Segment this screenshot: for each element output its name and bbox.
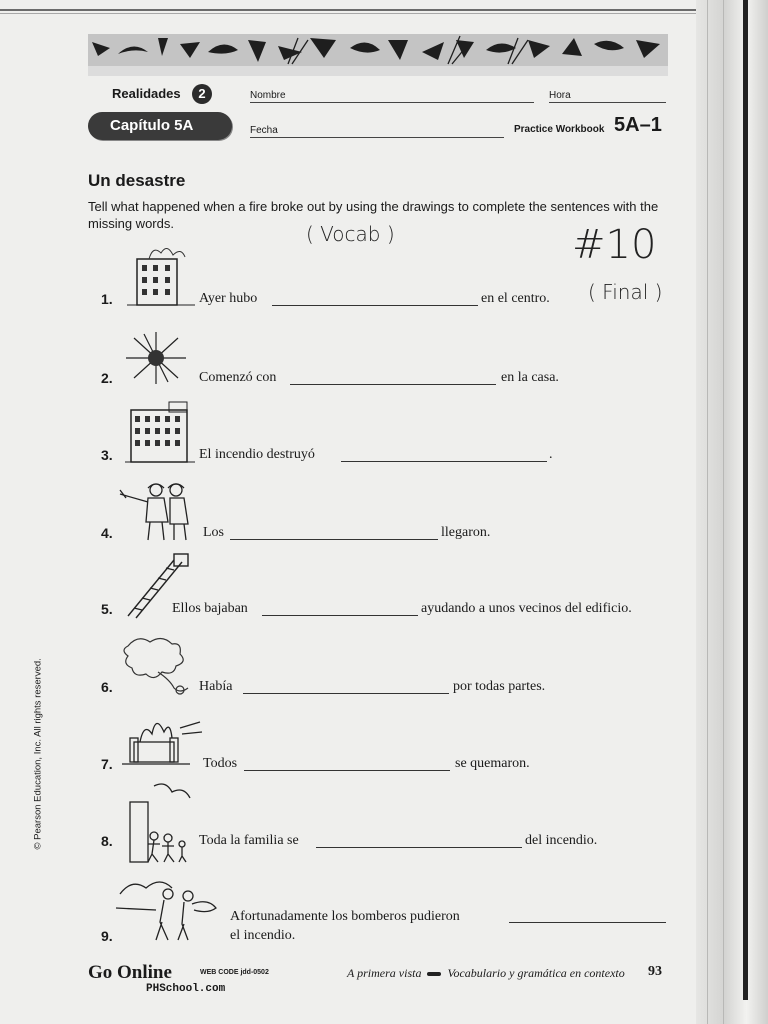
item-1-text-after: en el centro.: [481, 291, 550, 306]
item-7-text-before: Todos: [203, 756, 238, 771]
instructions: Tell what happened when a fire broke out by using the drawings to complete the sentences with the missing words.: [88, 199, 659, 231]
item-3-blank[interactable]: [341, 461, 547, 462]
spine-shadow: [743, 0, 748, 1000]
item-1-blank[interactable]: [272, 305, 478, 306]
name-field[interactable]: [250, 102, 534, 103]
handwritten-number: #10: [572, 222, 657, 268]
spine-line: [707, 0, 708, 1024]
item-9-text-after: el incendio.: [230, 928, 296, 943]
name-label: Nombre: [250, 90, 286, 101]
item-number: 6.: [101, 679, 113, 695]
section-title: Vocabulario y gramática en contexto: [447, 966, 625, 980]
item-5-blank[interactable]: [262, 615, 418, 616]
item-2-text-before: Comenzó con: [199, 370, 277, 385]
hour-field[interactable]: [549, 102, 666, 103]
spine-line: [723, 0, 724, 1024]
top-rule: [0, 9, 700, 11]
hour-label: Hora: [549, 90, 571, 101]
decorative-banner: [88, 34, 668, 76]
phschool-link[interactable]: PHSchool.com: [146, 983, 226, 995]
item-8-text-before: Toda la familia se: [199, 833, 299, 848]
item-number: 2.: [101, 370, 113, 386]
page-number: 93: [648, 964, 662, 979]
separator-icon: [427, 972, 441, 976]
item-number: 8.: [101, 833, 113, 849]
handwritten-note: ( Vocab ): [306, 222, 395, 246]
item-7-text-after: se quemaron.: [455, 756, 530, 771]
workbook-code: 5A–1: [614, 114, 662, 136]
item-5-text-after: ayudando a unos vecinos del edificio.: [421, 601, 632, 616]
item-number: 4.: [101, 525, 113, 541]
item-2-text-after: en la casa.: [501, 370, 559, 385]
activity-title: Un desastre: [88, 171, 186, 190]
item-3-text-before: El incendio destruyó: [199, 447, 315, 462]
item-6-text-before: Había: [199, 679, 233, 694]
item-number: 3.: [101, 447, 113, 463]
firefighters-hose-icon: [112, 874, 224, 944]
item-1-text-before: Ayer hubo: [199, 291, 258, 306]
workbook-label: Practice Workbook: [514, 124, 605, 135]
level-badge: 2: [192, 84, 212, 104]
explosion-icon: [120, 330, 192, 388]
item-6-text-after: por todas partes.: [453, 679, 546, 694]
date-field[interactable]: [250, 137, 504, 138]
item-8-text-after: del incendio.: [525, 833, 598, 848]
item-6-blank[interactable]: [243, 693, 449, 694]
item-9-blank[interactable]: [509, 922, 666, 923]
chapter-badge: Capítulo 5A: [88, 112, 232, 140]
smoke-icon: [118, 632, 194, 696]
item-number: 1.: [101, 291, 113, 307]
go-online-logo[interactable]: Go Online: [88, 962, 172, 983]
item-4-text-before: Los: [203, 525, 224, 540]
handwritten-label: ( Final ): [588, 280, 663, 304]
item-4-blank[interactable]: [230, 539, 438, 540]
item-number: 5.: [101, 601, 113, 617]
book-title: A primera vista: [347, 966, 422, 980]
item-number: 9.: [101, 928, 113, 944]
item-7-blank[interactable]: [244, 770, 450, 771]
item-2-blank[interactable]: [290, 384, 496, 385]
item-5-text-before: Ellos bajaban: [172, 601, 248, 616]
burning-building-icon: [125, 243, 197, 309]
top-rule-thin: [0, 13, 700, 14]
series-title: Realidades: [112, 86, 181, 101]
date-label: Fecha: [250, 125, 278, 136]
item-3-text-after: .: [549, 447, 553, 462]
firefighters-icon: [118, 478, 198, 544]
copyright-notice: © Pearson Education, Inc. All rights reserved.: [32, 658, 44, 850]
web-code: WEB CODE jdd-0502: [200, 969, 269, 976]
footer-book-section: [347, 966, 625, 981]
item-9-text-before: Afortunadamente los bomberos pudieron: [230, 909, 460, 924]
family-escaping-icon: [124, 782, 200, 866]
item-8-blank[interactable]: [316, 847, 522, 848]
apartment-building-icon: [125, 400, 197, 466]
item-number: 7.: [101, 756, 113, 772]
burning-furniture-icon: [120, 708, 206, 772]
item-4-text-after: llegaron.: [441, 525, 491, 540]
